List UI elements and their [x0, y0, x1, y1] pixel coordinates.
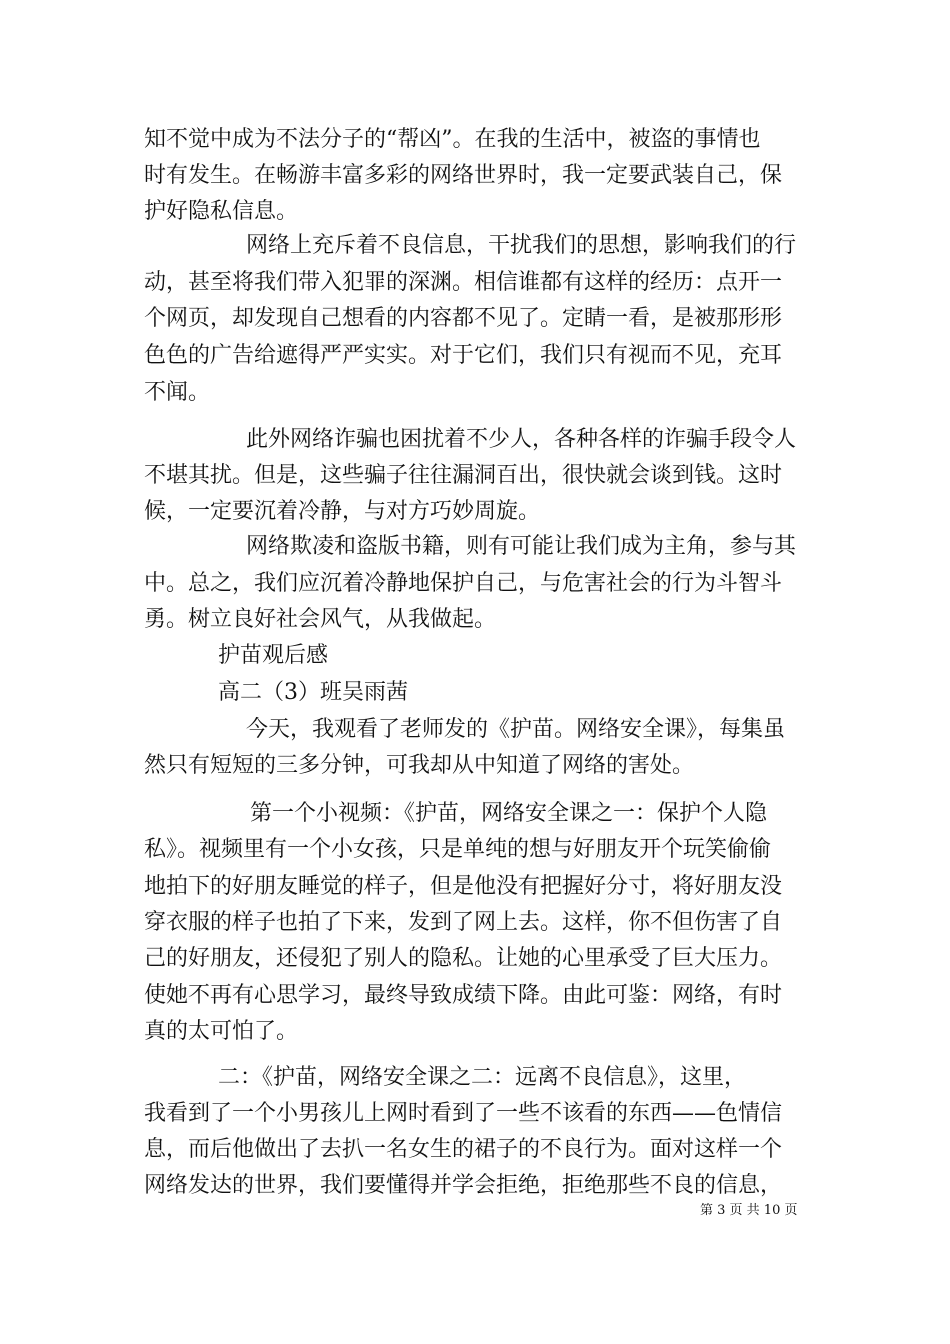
text-line: 不闻。 — [144, 380, 211, 405]
text-line: 中。总之，我们应沉着冷静地保护自己，与危害社会的行为斗智斗 — [144, 571, 783, 596]
text-line: 然只有短短的三多分钟，可我却从中知道了网络的害处。 — [144, 753, 695, 778]
text-line: 我看到了一个小男孩儿上网时看到了一些不该看的东西——色情信 — [144, 1101, 783, 1126]
paragraph-start: 二：《护苗，网络安全课之二：远离不良信息》，这里， — [218, 1065, 747, 1090]
paragraph-start: 第一个小视频：《护苗，网络安全课之一：保护个人隐 — [250, 801, 768, 826]
text-line: 动，甚至将我们带入犯罪的深渊。相信谁都有这样的经历：点开一 — [144, 270, 783, 295]
text-line: 知不觉中成为不法分子的“帮凶”。在我的生活中，被盗的事情也 — [144, 127, 761, 152]
text-line: 时有发生。在畅游丰富多彩的网络世界时，我一定要武装自己，保 — [144, 163, 783, 188]
author-line: 高二（3）班吴雨茜 — [218, 680, 408, 705]
text-line: 不堪其扰。但是，这些骗子往往漏洞百出，很快就会谈到钱。这时 — [144, 463, 783, 488]
text-line: 私》。视频里有一个小女孩，只是单纯的想与好朋友开个玩笑偷偷 — [144, 837, 772, 862]
section-title: 护苗观后感 — [218, 643, 329, 668]
page-number: 第 3 页 共 10 页 — [700, 1203, 798, 1218]
text-line: 息，而后他做出了去扒一名女生的裙子的不良行为。面对这样一个 — [144, 1137, 783, 1162]
text-line: 地拍下的好朋友睡觉的样子，但是他没有把握好分寸，将好朋友没 — [144, 874, 783, 899]
text-line: 色色的广告给遮得严严实实。对于它们，我们只有视而不见，充耳 — [144, 343, 783, 368]
paragraph-start: 此外网络诈骗也困扰着不少人，各种各样的诈骗手段令人 — [246, 427, 797, 452]
text-line: 候，一定要沉着冷静，与对方巧妙周旋。 — [144, 499, 541, 524]
text-line: 使她不再有心思学习，最终导致成绩下降。由此可鉴：网络，有时 — [144, 983, 783, 1008]
text-line: 网络发达的世界，我们要懂得并学会拒绝，拒绝那些不良的信息， — [144, 1173, 783, 1198]
paragraph-start: 今天，我观看了老师发的《护苗。网络安全课》，每集虽 — [246, 717, 786, 742]
text-line: 护好隐私信息。 — [144, 199, 299, 224]
paragraph-start: 网络欺凌和盗版书籍，则有可能让我们成为主角，参与其 — [246, 534, 797, 559]
text-line: 真的太可怕了。 — [144, 1019, 299, 1044]
text-line: 穿衣服的样子也拍了下来，发到了网上去。这样，你不但伤害了自 — [144, 910, 783, 935]
text-line: 个网页，却发现自己想看的内容都不见了。定睛一看，是被那形形 — [144, 306, 783, 331]
text-line: 己的好朋友，还侵犯了别人的隐私。让她的心里承受了巨大压力。 — [144, 946, 783, 971]
paragraph-start: 网络上充斥着不良信息，干扰我们的思想，影响我们的行 — [246, 233, 797, 258]
text-line: 勇。树立良好社会风气，从我做起。 — [144, 607, 497, 632]
